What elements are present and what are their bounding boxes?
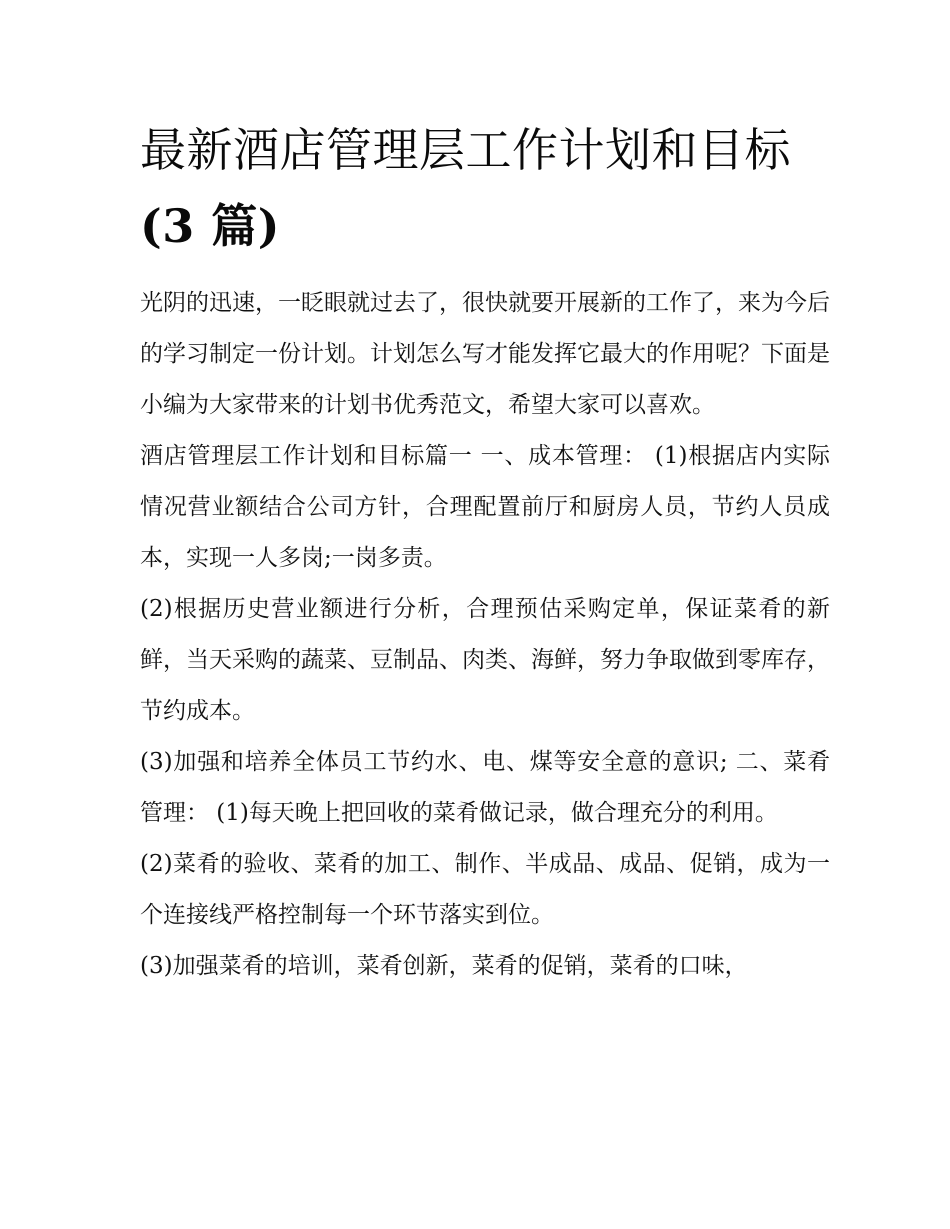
- paragraph-saving-and-dish-management: (3)加强和培养全体员工节约水、电、煤等安全意的意识; 二、菜肴管理： (1)每天晚上把回收的菜肴做记录，做合理充分的利用。: [140, 749, 830, 826]
- paragraph-intro: 光阴的迅速，一眨眼就过去了，很快就要开展新的工作了，来为今后的学习制定一份计划。计划怎么写才能发挥它最大的作用呢？下面是小编为大家带来的计划书优秀范文，希望大家可以喜欢。: [140, 290, 830, 418]
- paragraph-dish-control: (2)菜肴的验收、菜肴的加工、制作、半成品、成品、促销，成为一个连接线严格控制每一个环节落实到位。: [140, 851, 830, 928]
- paragraph-purchasing: (2)根据历史营业额进行分析，合理预估采购定单，保证菜肴的新鲜，当天采购的蔬菜、豆制品、肉类、海鲜，努力争取做到零库存，节约成本。: [140, 596, 830, 724]
- title-main-text: 最新酒店管理层工作计划和目标: [140, 123, 791, 177]
- document-title: [140, 112, 830, 264]
- document-content: [140, 112, 830, 992]
- paragraph-dish-training: (3)加强菜肴的培训，菜肴创新，菜肴的促销，菜肴的口味，: [140, 953, 748, 979]
- paragraph-cost-management: 酒店管理层工作计划和目标篇一 一、成本管理： (1)根据店内实际情况营业额结合公司方针，合理配置前厅和厨房人员，节约人员成本，实现一人多岗;一岗多责。: [140, 443, 830, 571]
- title-suffix-text: (3 篇): [140, 199, 281, 253]
